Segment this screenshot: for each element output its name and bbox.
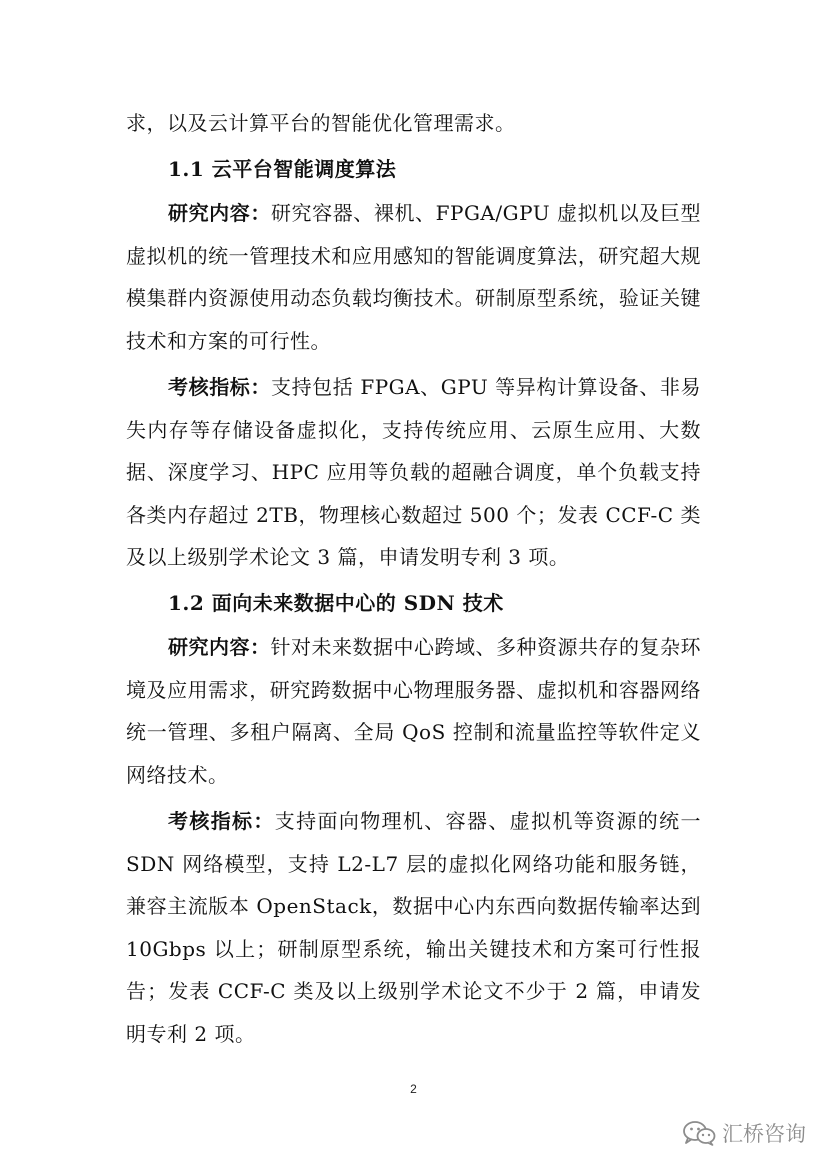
paragraph-research-content-2 xyxy=(126,626,701,796)
watermark xyxy=(682,1118,806,1148)
paragraph-assessment-2 xyxy=(126,800,701,1055)
page-number: 2 xyxy=(410,1082,417,1096)
section-heading-1-1: 1.1 云平台智能调度算法 xyxy=(168,156,397,181)
paragraph-research-content-1 xyxy=(126,192,701,362)
label-research-content: 研究内容： xyxy=(168,201,271,225)
label-assessment: 考核指标： xyxy=(168,809,275,833)
label-research-content: 研究内容： xyxy=(168,635,271,659)
document-body xyxy=(126,102,701,1055)
paragraph-assessment-1 xyxy=(126,366,701,579)
section-heading-1-2: 1.2 面向未来数据中心的 SDN 技术 xyxy=(168,590,504,615)
research-content-text: 针对未来数据中心跨域、多种资源共存的复杂环境及应用需求，研究跨数据中心物理服务器、虚拟机和容器网络统一管理、多租户隔离、全局 QoS 控制和流量监控等软件定义网络技术。 xyxy=(126,635,701,787)
assessment-text: 支持包括 FPGA、GPU 等异构计算设备、非易失内存等存储设备虚拟化，支持传统应用、云原生应用、大数据、深度学习、HPC 应用等负载的超融合调度，单个负载支持各类内存超过 2TB，物理核心数超过 500 个；发表 CCF-C 类及以上级别学术论文 3 篇，申请发明专利 3 项。 xyxy=(126,375,702,569)
label-assessment: 考核指标： xyxy=(168,375,271,399)
assessment-text: 支持面向物理机、容器、虚拟机等资源的统一 SDN 网络模型，支持 L2-L7 层的虚拟化网络功能和服务链，兼容主流版本 OpenStack，数据中心内东西向数据传输率达到 10Gbps 以上；研制原型系统，输出关键技术和方案可行性报告；发表 CCF-C 类及以上级别学术论文不少于 2 篇，申请发明专利 2 项。 xyxy=(126,809,702,1046)
wechat-icon xyxy=(682,1120,716,1146)
paragraph-continuation: 求，以及云计算平台的智能优化管理需求。 xyxy=(126,111,516,135)
research-content-text: 研究容器、裸机、FPGA/GPU 虚拟机以及巨型虚拟机的统一管理技术和应用感知的智能调度算法，研究超大规模集群内资源使用动态负载均衡技术。研制原型系统，验证关键技术和方案的可行性。 xyxy=(126,201,702,353)
watermark-text: 汇桥咨询 xyxy=(722,1122,806,1146)
